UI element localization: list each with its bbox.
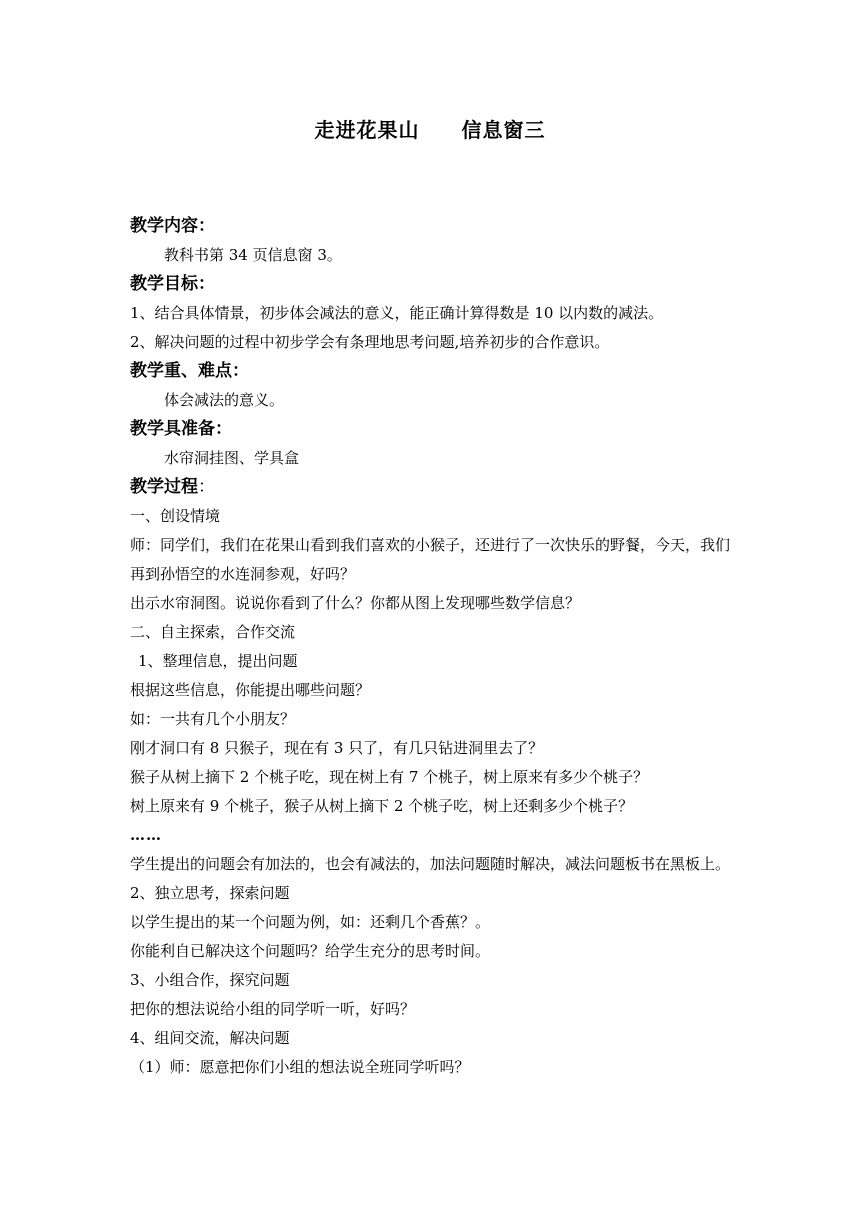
paragraph: 以学生提出的某一个问题为例，如：还剩几个香蕉？。 <box>130 913 491 931</box>
goal-item: 1、结合具体情景，初步体会减法的意义，能正确计算得数是 10 以内数的减法。 <box>130 304 664 322</box>
sub-step-title: 4、组间交流，解决问题 <box>130 1029 290 1047</box>
step-title: 二、自主探索，合作交流 <box>130 623 296 641</box>
sub-step-title: 1、整理信息，提出问题 <box>138 652 298 670</box>
paragraph: 刚才洞口有 8 只猴子，现在有 3 只了，有几只钻进洞里去了？ <box>130 739 544 757</box>
paragraph: 学生提出的问题会有加法的，也会有减法的，加法问题随时解决，减法问题板书在黑板上。 <box>130 855 731 873</box>
section-heading-goals: 教学目标： <box>130 274 215 294</box>
paragraph: 你能利自已解决这个问题吗？给学生充分的思考时间。 <box>130 942 491 960</box>
process-heading-colon: ： <box>198 477 215 497</box>
step-title: 一、创设情境 <box>130 507 221 525</box>
sub-step-title: 3、小组合作，探究问题 <box>130 971 290 989</box>
section-heading-key-points: 教学重、难点： <box>130 361 249 381</box>
document-title: 走进花果山 信息窗三 <box>314 118 546 142</box>
process-heading-label: 教学过程 <box>130 477 198 497</box>
paragraph: 猴子从树上摘下 2 个桃子吃，现在树上有 7 个桃子，树上原来有多少个桃子？ <box>130 768 649 786</box>
paragraph: 如：一共有几个小朋友？ <box>130 710 296 728</box>
sub-step-title: 2、独立思考，探索问题 <box>130 884 290 902</box>
key-points-text: 体会减法的意义。 <box>164 391 285 409</box>
paragraph: 师：同学们，我们在花果山看到我们喜欢的小猴子，还进行了一次快乐的野餐，今天，我们再到孙悟空的水连洞参观，好吗？ <box>130 536 731 583</box>
paragraph: 根据这些信息，你能提出哪些问题？ <box>130 681 371 699</box>
ellipsis: …… <box>130 826 162 844</box>
document-body <box>130 212 740 1082</box>
goal-item: 2、解决问题的过程中初步学会有条理地思考问题,培养初步的合作意识。 <box>130 333 610 351</box>
content-text: 教科书第 34 页信息窗 3。 <box>164 246 342 264</box>
section-heading-process <box>130 473 740 502</box>
preparation-text: 水帘洞挂图、学具盒 <box>164 449 300 467</box>
paragraph: 把你的想法说给小组的同学听一听，好吗？ <box>130 1000 416 1018</box>
paragraph: （1）师：愿意把你们小组的想法说全班同学听吗？ <box>130 1058 470 1076</box>
section-heading-content: 教学内容： <box>130 216 215 236</box>
paragraph: 树上原来有 9 个桃子，猴子从树上摘下 2 个桃子吃，树上还剩多少个桃子？ <box>130 797 634 815</box>
paragraph: 出示水帘洞图。说说你看到了什么？你都从图上发现哪些数学信息？ <box>130 594 581 612</box>
section-heading-preparation: 教学具准备： <box>130 419 232 439</box>
